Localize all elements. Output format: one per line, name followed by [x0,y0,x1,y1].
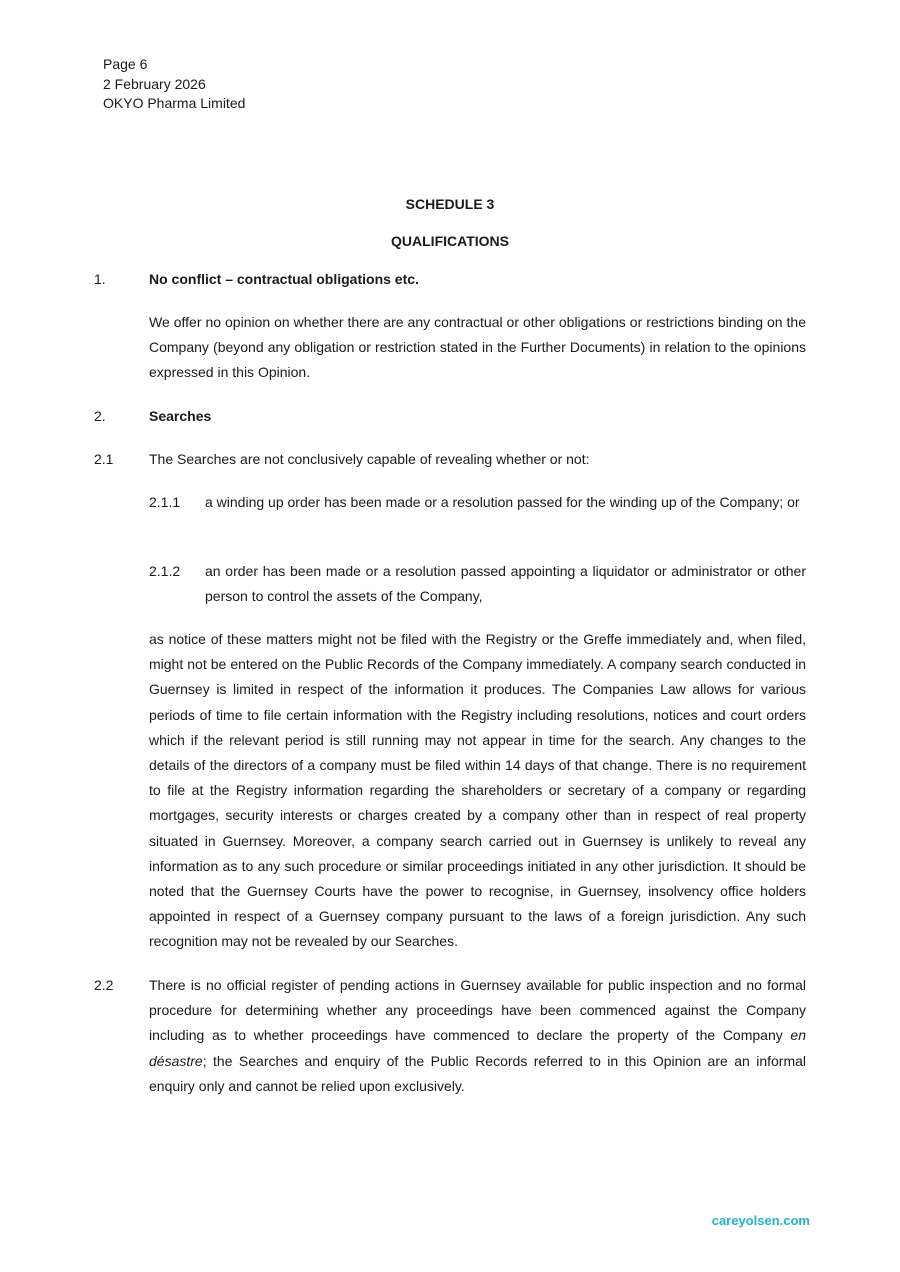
clause-2-1-continuation: as notice of these matters might not be filed with the Registry or the Greffe immediately and, when filed, might not be entered on the Public Records of the Company immediately. A company search conducted in Guernsey is limited in respect of the information it produces. The Companies Law allows for various periods of time to file certain information with the Registry including resolutions, notices and court orders which if the relevant period is still running may not appear in time for the search. Any changes to the details of the directors of a company must be filed within 14 days of that change. There is no requirement to file at the Registry information regarding the shareholders or secretary of a company or regarding mortgages, security interests or charges created by a company other than in respect of real property situated in Guernsey. Moreover, a company search carried out in Guernsey is unlikely to reveal any information as to any such procedure or similar proceedings initiated in any other jurisdiction. It should be noted that the Guernsey Courts have the power to recognise, in Guernsey, insolvency office holders appointed in respect of a Guernsey company pursuant to the laws of a foreign jurisdiction. Any such recognition may not be revealed by our Searches. [149,631,806,950]
section-1-paragraph: We offer no opinion on whether there are any contractual or other obligations or restrictions binding on the Company (beyond any obligation or restriction stated in the Further Documents) in relation to the opinions expressed in this Opinion. [149,314,806,381]
document-date: 2 February 2026 [103,75,206,92]
footer-website: careyolsen.com [711,1213,810,1228]
clause-2-1-2-number: 2.1.2 [149,563,181,579]
clause-2-2-italic-term: en désastre [149,1027,806,1069]
clause-2-1-intro: The Searches are not conclusively capable of revealing whether or not: [149,451,590,467]
section-1-number: 1. [94,271,106,287]
clause-2-1-1-text: a winding up order has been made or a resolution passed for the winding up of the Company; or [205,494,800,510]
clause-2-1-2-text: an order has been made or a resolution passed appointing a liquidator or administrator or other person to control the assets of the Company, [205,563,806,605]
clause-2-2-text [149,973,806,1099]
section-2-heading: Searches [149,408,212,424]
clause-2-2-text-part-1: There is no official register of pending actions in Guernsey available for public inspection and no formal procedure for determining whether any proceedings have been commenced against the Company including as to whether proceedings have commenced to declare the property of the Company [149,977,806,1044]
section-2-number: 2. [94,408,106,424]
page-header [103,55,245,114]
section-1-heading: No conflict – contractual obligations etc. [149,271,419,287]
clause-2-1-1-number: 2.1.1 [149,494,181,510]
page-number: Page 6 [103,56,148,72]
clause-2-2-text-part-2: ; the Searches and enquiry of the Public Records referred to in this Opinion are an informal enquiry only and cannot be relied upon exclusively. [149,1052,806,1094]
clause-2-1-number: 2.1 [94,451,114,467]
schedule-subtitle: QUALIFICATIONS [391,233,509,249]
addressee-company: OKYO Pharma Limited [103,95,246,111]
schedule-title: SCHEDULE 3 [405,196,495,212]
clause-2-2-number: 2.2 [94,977,114,993]
